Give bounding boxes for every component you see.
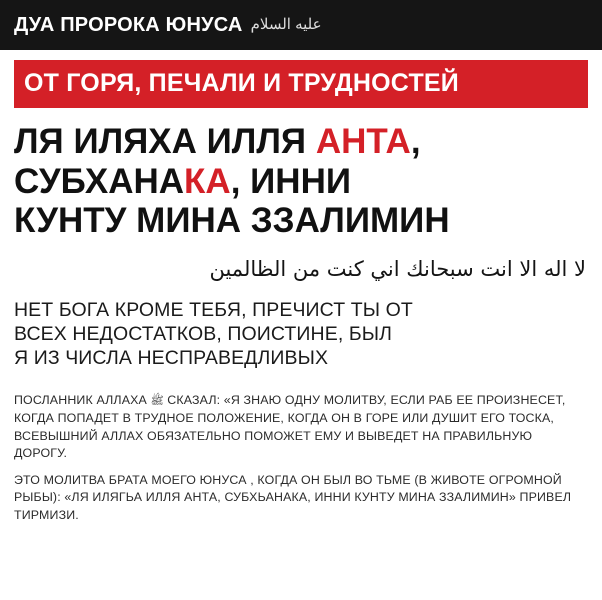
page-title: ДУА ПРОРОКА ЮНУСА [14,13,243,36]
transliteration-line-1-part-a: ЛЯ ИЛЯХА ИЛЛЯ [14,122,316,161]
footnote-paragraph-1-before-seal: ПОСЛАННИК АЛЛАХА [14,393,151,408]
salawat-seal-icon: ﷺ [150,394,164,408]
translation-line-1: НЕТ БОГА КРОМЕ ТЕБЯ, ПРЕЧИСТ ТЫ ОТ [14,298,413,321]
arabic-text: لا اله الا انت سبحانك اني كنت من الظالمين [209,256,586,281]
footnote-paragraph-2: ЭТО МОЛИТВА БРАТА МОЕГО ЮНУСА , КОГДА ОН БЫЛ ВО ТЬМЕ (В ЖИВОТЕ ОГРОМНОЙ РЫБЫ): «ЛЯ ИЛЯГЬА ИЛЛЯ АНТА, СУБХЬАНАКА, ИННИ КУНТУ МИНА ЗЗАЛИМИН» ПРИВЕЛ ТИРМИЗИ. [14,472,572,522]
transliteration-line-2-part-b: , ИННИ [230,161,351,201]
subtitle-bar-wrapper [0,50,602,108]
header-bar [0,0,602,50]
footnote-block [0,370,602,524]
transliteration-line-1-part-b: , [410,122,421,161]
transliteration-line-3: КУНТУ МИНА ЗЗАЛИМИН [14,201,450,241]
transliteration-line-2 [14,162,588,202]
transliteration-line-2-highlight: КА [184,161,231,201]
footnote-paragraph-1 [14,392,588,462]
translation-line-2: ВСЕХ НЕДОСТАТКОВ, ПОИСТИНЕ, БЫЛ [14,322,393,345]
translation-block [0,283,602,370]
transliteration-line-1 [14,122,588,162]
transliteration-line-1-highlight: АНТА [315,122,411,161]
transliteration-block [0,108,602,241]
subtitle-banner: ОТ ГОРЯ, ПЕЧАЛИ И ТРУДНОСТЕЙ [14,60,588,108]
transliteration-line-2-part-a: СУБХАНА [14,161,185,201]
translation-line-3: Я ИЗ ЧИСЛА НЕСПРАВЕДЛИВЫХ [14,346,329,369]
salawat-arabic-glyph: عليه السلام [250,16,322,33]
footnote-paragraph-1-after-seal: СКАЗАЛ: «Я ЗНАЮ ОДНУ МОЛИТВУ, ЕСЛИ РАБ ЕЕ ПРОИЗНЕСЕТ, КОГДА ПОПАДЕТ В ТРУДНОЕ ПОЛОЖЕНИЕ, КОГДА ОН В ГОРЕ ИЛИ ДУШИТ ЕГО ТОСКА, ВСЕВЫШНИЙ АЛЛАХ ОБЯЗАТЕЛЬНО ПОМОЖЕТ ЕМУ И ВЫВЕДЕТ НА ПРАВИЛЬНУЮ ДОРОГУ. [14,393,566,461]
